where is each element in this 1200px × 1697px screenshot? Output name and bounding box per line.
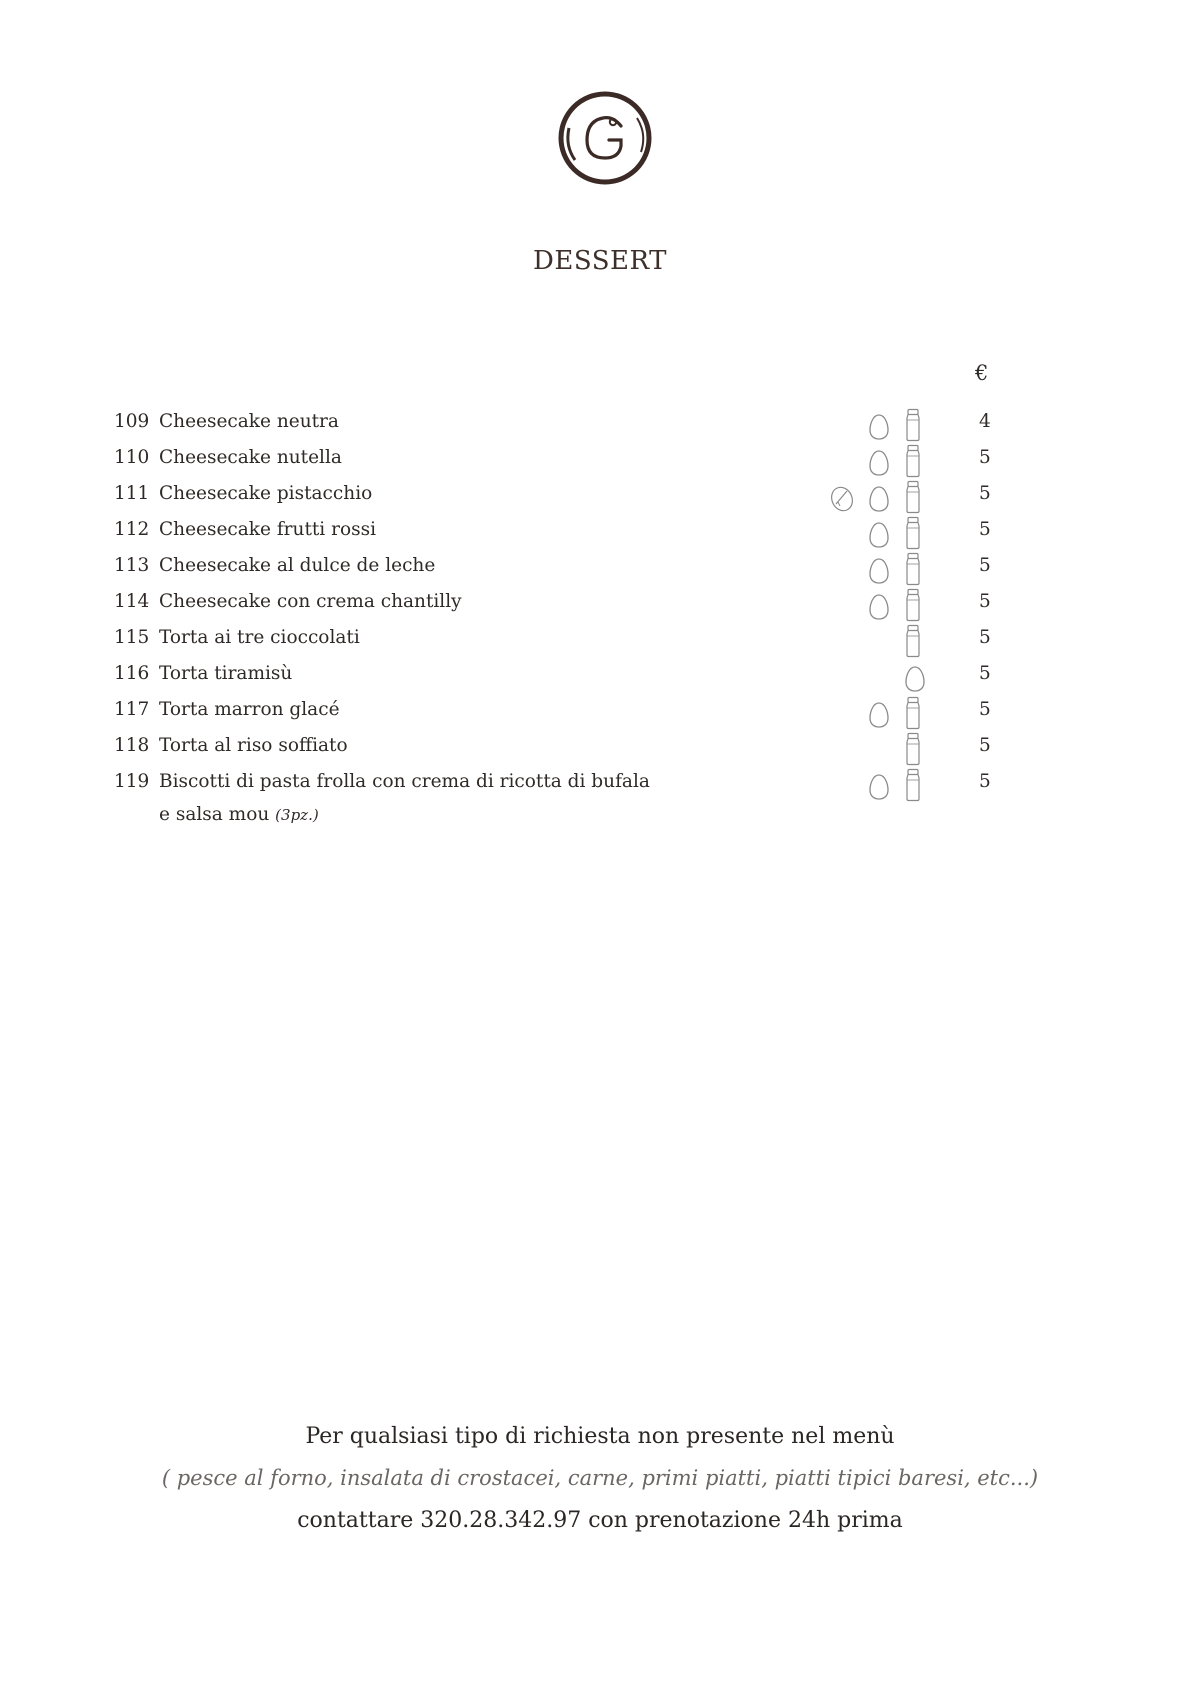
egg-icon bbox=[868, 700, 890, 730]
menu-item bbox=[0, 699, 1200, 735]
menu-item bbox=[0, 663, 1200, 699]
item-number: 117 bbox=[114, 699, 150, 720]
logo-g-icon bbox=[555, 88, 655, 188]
egg-allergen-icon bbox=[868, 592, 890, 622]
item-number: 116 bbox=[114, 663, 150, 684]
milk-icon bbox=[904, 516, 922, 550]
egg-icon bbox=[868, 448, 890, 478]
pistachio-icon bbox=[829, 484, 855, 514]
milk-icon bbox=[904, 732, 922, 766]
menu-item bbox=[0, 447, 1200, 483]
egg-allergen-icon bbox=[904, 664, 926, 694]
milk-icon bbox=[904, 552, 922, 586]
egg-allergen-icon bbox=[868, 412, 890, 442]
milk-allergen-icon bbox=[904, 732, 922, 766]
milk-allergen-icon bbox=[904, 444, 922, 478]
milk-icon bbox=[904, 624, 922, 658]
milk-icon bbox=[904, 588, 922, 622]
egg-icon bbox=[868, 556, 890, 586]
item-price: 5 bbox=[979, 555, 991, 576]
item-name-line2 bbox=[159, 804, 319, 825]
item-number: 114 bbox=[114, 591, 150, 612]
item-price: 5 bbox=[979, 591, 991, 612]
milk-allergen-icon bbox=[904, 624, 922, 658]
item-name: Torta marron glacé bbox=[159, 699, 340, 720]
milk-icon bbox=[904, 480, 922, 514]
milk-icon bbox=[904, 444, 922, 478]
milk-allergen-icon bbox=[904, 516, 922, 550]
item-name: Cheesecake frutti rossi bbox=[159, 519, 376, 540]
milk-allergen-icon bbox=[904, 552, 922, 586]
milk-icon bbox=[904, 768, 922, 802]
item-price: 5 bbox=[979, 483, 991, 504]
item-price: 5 bbox=[979, 627, 991, 648]
currency-header: € bbox=[975, 361, 989, 385]
egg-allergen-icon bbox=[868, 700, 890, 730]
item-name: Cheesecake con crema chantilly bbox=[159, 591, 462, 612]
menu-item bbox=[0, 483, 1200, 519]
item-name: Torta tiramisù bbox=[159, 663, 293, 684]
item-name: Cheesecake nutella bbox=[159, 447, 342, 468]
item-number: 113 bbox=[114, 555, 150, 576]
item-quantity-note: (3pz.) bbox=[275, 806, 319, 824]
milk-allergen-icon bbox=[904, 696, 922, 730]
item-number: 115 bbox=[114, 627, 150, 648]
egg-allergen-icon bbox=[868, 484, 890, 514]
menu-item bbox=[0, 519, 1200, 555]
egg-allergen-icon bbox=[868, 520, 890, 550]
pistachio-allergen-icon bbox=[829, 484, 855, 514]
item-number: 109 bbox=[114, 411, 150, 432]
menu-item bbox=[0, 555, 1200, 591]
egg-allergen-icon bbox=[868, 556, 890, 586]
section-title: DESSERT bbox=[533, 246, 667, 276]
egg-icon bbox=[868, 592, 890, 622]
item-name: Cheesecake pistacchio bbox=[159, 483, 373, 504]
egg-icon bbox=[904, 664, 926, 694]
egg-icon bbox=[868, 772, 890, 802]
footer-contact-text: contattare 320.28.342.97 con prenotazione 24h prima bbox=[297, 1508, 903, 1533]
egg-allergen-icon bbox=[868, 772, 890, 802]
item-number: 112 bbox=[114, 519, 150, 540]
item-price: 5 bbox=[979, 735, 991, 756]
item-price: 5 bbox=[979, 447, 991, 468]
item-price: 4 bbox=[979, 411, 991, 432]
menu-item bbox=[0, 411, 1200, 447]
item-number: 110 bbox=[114, 447, 150, 468]
item-number: 119 bbox=[114, 771, 150, 792]
milk-icon bbox=[904, 696, 922, 730]
menu-item bbox=[0, 735, 1200, 771]
item-name: Biscotti di pasta frolla con crema di ricotta di bufala bbox=[159, 771, 650, 792]
item-number: 118 bbox=[114, 735, 150, 756]
footer-request-text: Per qualsiasi tipo di richiesta non presente nel menù bbox=[305, 1424, 895, 1449]
item-number: 111 bbox=[114, 483, 150, 504]
item-price: 5 bbox=[979, 663, 991, 684]
menu-item bbox=[0, 627, 1200, 663]
egg-icon bbox=[868, 484, 890, 514]
egg-icon bbox=[868, 412, 890, 442]
item-name: Cheesecake neutra bbox=[159, 411, 339, 432]
item-name-continued: e salsa mou bbox=[159, 804, 270, 825]
milk-allergen-icon bbox=[904, 768, 922, 802]
item-price: 5 bbox=[979, 519, 991, 540]
egg-allergen-icon bbox=[868, 448, 890, 478]
item-price: 5 bbox=[979, 699, 991, 720]
menu-item bbox=[0, 771, 1200, 825]
item-price: 5 bbox=[979, 771, 991, 792]
restaurant-logo bbox=[555, 88, 655, 188]
milk-allergen-icon bbox=[904, 480, 922, 514]
footer-examples-text: ( pesce al forno, insalata di crostacei, carne, primi piatti, piatti tipici baresi, etc...) bbox=[161, 1466, 1039, 1490]
milk-allergen-icon bbox=[904, 408, 922, 442]
milk-icon bbox=[904, 408, 922, 442]
milk-allergen-icon bbox=[904, 588, 922, 622]
item-name: Torta al riso soffiato bbox=[159, 735, 348, 756]
item-name: Cheesecake al dulce de leche bbox=[159, 555, 436, 576]
item-name: Torta ai tre cioccolati bbox=[159, 627, 360, 648]
menu-item bbox=[0, 591, 1200, 627]
egg-icon bbox=[868, 520, 890, 550]
